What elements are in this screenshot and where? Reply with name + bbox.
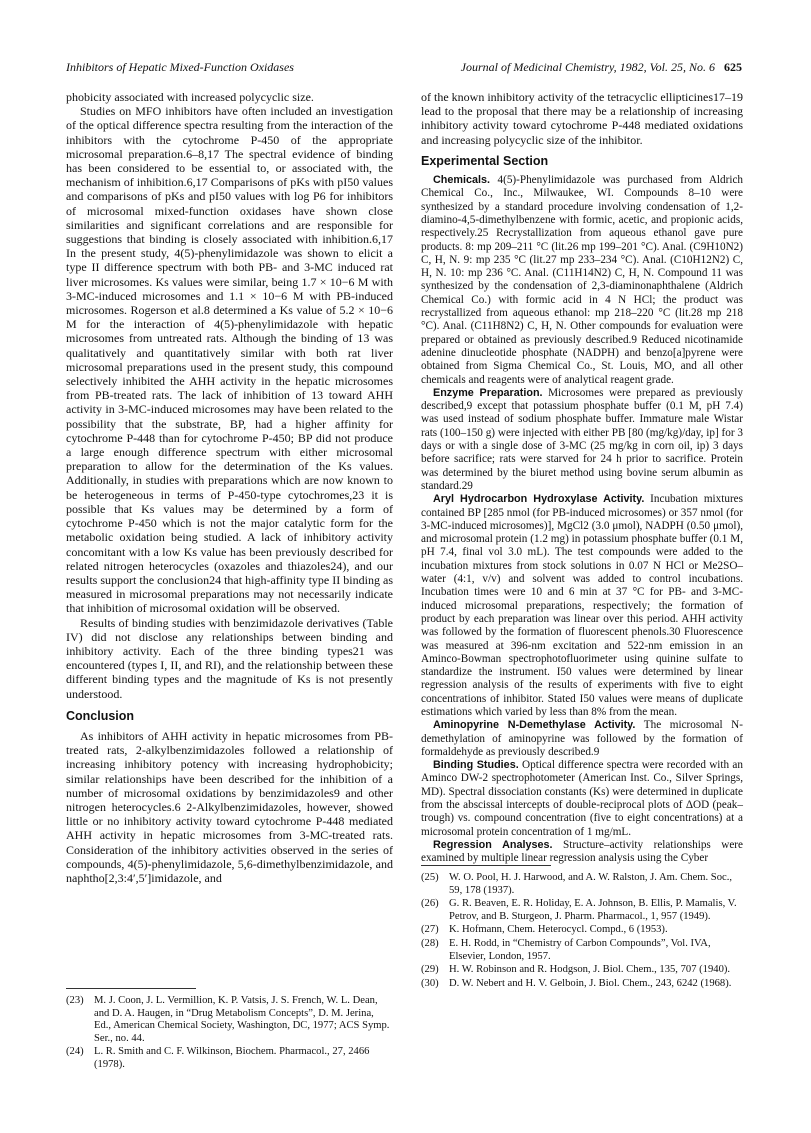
reference-item: [66, 995, 393, 1045]
runin-heading: Aryl Hydrocarbon Hydroxylase Activity.: [433, 493, 645, 506]
paragraph-text: 4(5)-Phenylimidazole was purchased from Aldrich Chemical Co., Inc., Milwaukee, WI. Compounds 8–10 were synthesized by a standard procedure involving condensation of 1,2-diamino-4,5-dimethylbenzene with formic, acetic, and propionic acids, respectively.25 Recrystallization from aqueous ethanol gave pure products. 8: mp 209–211 °C (lit.26 mp 199–201 °C). Anal. (C9H10N2) C, H, N. 9: mp 235 °C (lit.27 mp 233–234 °C). Anal. (C10H12N2) C, H, N. 10: mp 236 °C. Anal. (C11H14N2) C, H, N. Compound 11 was synthesized by the condensation of 2,3-diaminonaphthalene (Aldrich Chemical Co.) with formic acid in 4 N HCl; the product was recrystallized from aqueous ethanol: mp 218–220 °C (lit.28 mp 218 °C). Anal. (C11H8N2) C, H, N. Other compounds for evaluation were prepared or obtained as previously described.9 Reduced nicotinamide adenine dinucleotide phosphate (NADPH) and benzo[a]pyrene were obtained from Sigma Chemical Co., St. Louis, MO, and all other chemicals and reagents were of analytical reagent grade.: [421, 174, 744, 386]
reference-text: W. O. Pool, H. J. Harwood, and A. W. Ralston, J. Am. Chem. Soc., 59, 178 (1937).: [449, 872, 732, 896]
paragraph-text: Structure–activity relationships were examined by multiple linear regression analysis using the Cyber: [421, 838, 743, 865]
reference-text: H. W. Robinson and R. Hodgson, J. Biol. Chem., 135, 707 (1940).: [449, 964, 731, 976]
reference-item: [421, 978, 743, 991]
paragraph: phobicity associated with increased polycyclic size.: [66, 90, 314, 104]
section-heading-conclusion: Conclusion: [66, 708, 135, 723]
paragraph-enzyme: [421, 387, 743, 493]
section-heading-experimental: Experimental Section: [421, 153, 549, 168]
runin-heading: Regression Analyses.: [433, 838, 553, 851]
runin-heading: Aminopyrine N-Demethylase Activity.: [433, 719, 636, 732]
paragraph-text: Incubation mixtures contained BP [285 nmol (for PB-induced microsomes) or 357 nmol (for 3-MC-induced microsomes)], MgCl2 (3.0 μmol), NADPH (0.50 μmol), and microsomal protein (1.2 mg) in potassium phosphate buffer (0.1 M, pH 7.4, final vol 3.0 mL). The test compounds were added to the incubation mixtures from stock solutions in 0.07 N HCl or Me2SO–water (4:1, v/v) and solvent was added to control incubations. Incubation times were 10 and 6 min at 37 °C for PB- and 3-MC-induced microsomal preparations, respectively; the formation of product by each preparation was linear over this period. AHH activity was followed by the formation of fluorescent phenols.30 Fluorescence was measured at 396-nm excitation and 522-nm emission in an Aminco-Bowman spectrophotofluorimeter using quinine sulfate to standardize the instrument. I50 values were determined by linear regression analysis of the results of experiments with five to eight concentrations of inhibitor. Stated I50 values were means of duplicate estimations which varied by less than 8% from the mean.: [421, 493, 743, 718]
reference-number: (25): [421, 872, 439, 883]
reference-number: (30): [421, 977, 439, 989]
header-title: Inhibitors of Hepatic Mixed-Function Oxidases: [66, 60, 294, 74]
left-column: [66, 90, 393, 885]
paragraph-text: Microsomes were prepared as previously described,9 except that potassium phosphate buffer (0.1 M, pH 7.4) was used instead of sodium phosphate buffer. Immature male Wistar rats (100–150 g) were injected with either PB [80 (mg/kg)/day, ip] for 3 days or with a single dose of 3-MC (25 mg/kg in corn oil, ip) 3 days before sacrifice; rats were starved for 24 h prior to sacrifice. Protein was determined by the biuret method using bovine serum albumin as standard.29: [421, 386, 743, 492]
reference-item: [66, 1046, 393, 1071]
right-column: [421, 90, 743, 866]
footnote-rule: [66, 988, 196, 989]
paragraph-text: The microsomal N-demethylation of aminopyrine was followed by the formation of formaldehyde as previously described.9: [421, 719, 743, 758]
reference-number: (27): [421, 924, 439, 936]
reference-item: [421, 964, 743, 977]
page-number: 625: [724, 60, 742, 74]
paragraph-text: Optical difference spectra were recorded with an Aminco DW-2 spectrophotometer (American Inst. Co., Silver Springs, MD). Spectral dissociation constants (Ks) were determined in duplicate from the abscissal intercepts of double-reciprocal plots of ΔOD (peak–trough) vs. compound concentration (five to eight concentrations) at a microsomal protein concentration of 1 mg/mL.: [421, 759, 743, 838]
reference-text: G. R. Beaven, E. R. Holiday, E. A. Johnson, B. Ellis, P. Mamalis, V. Petrov, and B. Sturgeon, J. Pharm. Pharmacol., 1, 957 (1949).: [449, 898, 737, 922]
reference-text: K. Hofmann, Chem. Heterocycl. Compd., 6 (1953).: [449, 924, 668, 936]
paragraph-aryl: [421, 493, 743, 719]
header-journal: [461, 60, 742, 75]
runin-heading: Binding Studies.: [433, 759, 519, 772]
paragraph: of the known inhibitory activity of the tetracyclic ellipticines17–19 lead to the proposal that there may be a relationship of increasing inhibitory activity toward cytochrome P-448 mediated oxidations and increasing polycyclic size of the inhibitor.: [421, 90, 743, 147]
paragraph: As inhibitors of AHH activity in hepatic microsomes from PB-treated rats, 2-alkylbenzimidazoles followed a relationship of increasing inhibitory potency with increasing hydrophobicity; similar relationships have been described for the inhibition of a number of microsomal oxidations by benzimidazoles9 and other nitrogen heterocycles.6 2-Alkylbenzimidazoles, however, showed little or no inhibitory activity toward cytochrome P-448 mediated AHH activity in hepatic microsomes from 3-MC-treated rats. Consideration of the inhibitory activities observed in the series of compounds, 4(5)-phenylimidazole, 5,6-dimethylbenzimidazole, and naphtho[2,3:4′,5′]imidazole, and: [66, 728, 393, 885]
reference-number: (26): [421, 898, 439, 910]
reference-number: (29): [421, 964, 439, 976]
reference-item: [421, 924, 743, 937]
reference-number: (23): [66, 995, 84, 1006]
running-header: [66, 60, 742, 78]
reference-text: E. H. Rodd, in “Chemistry of Carbon Compounds”, Vol. IVA, Elsevier, London, 1957.: [449, 937, 711, 962]
paragraph: Studies on MFO inhibitors have often included an investigation of the optical difference spectra resulting from the interaction of the inhibitors with the cytochrome P-450 of the appropriate microsomal preparation.6–8,17 The spectral evidence of binding has been considered to be essential to, or associated with, the mechanism of inhibition.6,17 Comparisons of pKs with pI50 values and comparisons of pKs and pI50 values with log P6 for inhibitors of microsomal mixed-function oxidases have shown close similarities and significant correlations and are responsible for suggestions that binding is closely associated with inhibition.6,17 In the present study, 4(5)-phenylimidazole was shown to elicit a type II difference spectrum with both PB- and 3-MC induced rat liver microsomes. Ks values were similar, being 1.7 × 10−6 M with 3-MC-induced microsomes and 1.1 × 10−6 M with PB-induced microsomes. Rogerson et al.8 determined a Ks value of 5.2 × 10−6 M for the interaction of 4(5)-phenylimidazole with hepatic microsomes from untreated rats. Although the binding of 13 was qualitatively and quantitatively similar with both rat liver microsomal preparations used in the present study, this compound selectively inhibited the AHH activity in the hepatic microsomes from PB-treated rats. The lack of inhibition of 13 toward AHH activity in 3-MC-induced microsomes may have been related to the possibility that the substrate, BP, had a higher affinity for cytochrome P-448 than for cytochrome P-450; BP did not produce a large enough difference spectrum with either microsomal preparation to allow for the determination of the Ks values. Additionally, in studies with preparations which are now known to be heterogeneous in terms of P-450-type cytochromes,23 it is possible that Ks values may be determined by a form of cytochrome P-450 which is not the major catalytic form for the metabolic oxidation being studied. A lack of inhibitory activity concomitant with a low Ks value has been previously described for related nitrogen heterocycles (oxazoles and thiazoles24), and our results support the conclusion24 that high-affinity type II binding as measured in microsomal preparations may not necessarily indicate that inhibition of microsomal oxidation will be observed.: [66, 104, 393, 616]
reference-text: D. W. Nebert and H. V. Gelboin, J. Biol. Chem., 243, 6242 (1968).: [449, 977, 732, 989]
reference-number: (28): [421, 937, 439, 949]
footnote-references-right: [421, 855, 743, 991]
runin-heading: Chemicals.: [433, 174, 491, 187]
reference-number: (24): [66, 1046, 84, 1058]
reference-text: L. R. Smith and C. F. Wilkinson, Biochem. Pharmacol., 27, 2466 (1978).: [94, 1046, 370, 1070]
paragraph-aminopyrine: [421, 719, 743, 759]
header-journal-citation: Journal of Medicinal Chemistry, 1982, Vol. 25, No. 6: [460, 60, 715, 74]
runin-heading: Enzyme Preparation.: [433, 386, 543, 399]
footnote-rule: [421, 865, 551, 866]
reference-item: [421, 872, 743, 897]
paragraph-binding: [421, 759, 743, 839]
reference-text: M. J. Coon, J. L. Vermillion, K. P. Vatsis, J. S. French, W. L. Dean, and D. A. Haugen, in “Drug Metabolism Concepts”, D. M. Jerina, Ed., American Chemical Society, Washington, DC, 1977; ACS Symp. Ser., no. 44.: [94, 995, 390, 1044]
paragraph-chemicals: [421, 174, 743, 387]
paragraph: Results of binding studies with benzimidazole derivatives (Table IV) did not disclose any relationships between binding and inhibitory activity. Each of the three binding types21 was encountered (types I, II, and RI), and the relationship between these different binding types and the magnitude of Ks is not presently understood.: [66, 615, 393, 701]
reference-item: [421, 898, 743, 923]
reference-item: [421, 938, 743, 963]
footnote-references-left: [66, 978, 393, 1073]
